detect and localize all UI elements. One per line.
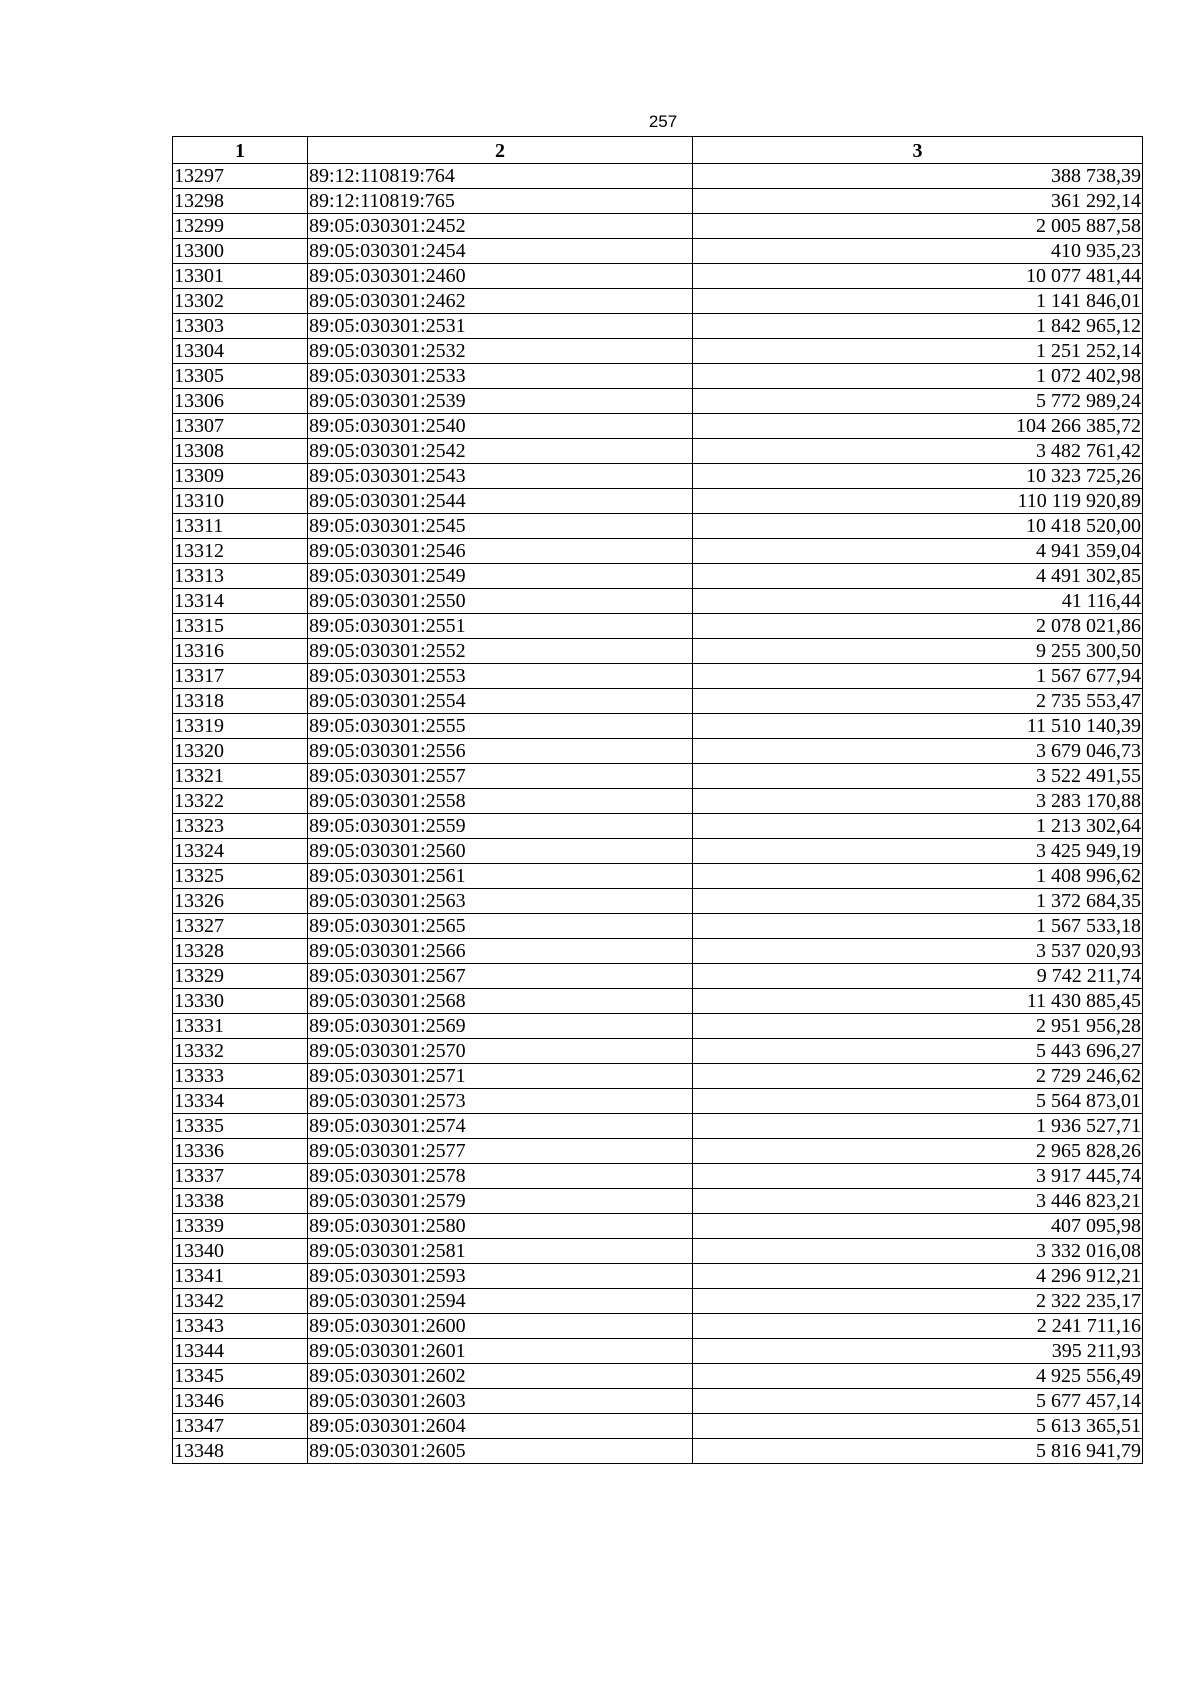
value-cell: 1 141 846,01 xyxy=(693,289,1143,314)
cadastral-number-cell: 89:05:030301:2544 xyxy=(308,489,693,514)
row-number-cell: 13336 xyxy=(173,1139,308,1164)
value-cell: 5 564 873,01 xyxy=(693,1089,1143,1114)
table-row xyxy=(173,1314,1143,1339)
row-number-cell: 13320 xyxy=(173,739,308,764)
table-row xyxy=(173,489,1143,514)
value-cell: 1 213 302,64 xyxy=(693,814,1143,839)
row-number-cell: 13331 xyxy=(173,1014,308,1039)
row-number-cell: 13308 xyxy=(173,439,308,464)
table-row xyxy=(173,1364,1143,1389)
table-row xyxy=(173,939,1143,964)
row-number-cell: 13325 xyxy=(173,864,308,889)
table-row xyxy=(173,1014,1143,1039)
cadastral-number-cell: 89:05:030301:2549 xyxy=(308,564,693,589)
table-row xyxy=(173,1239,1143,1264)
table-row xyxy=(173,739,1143,764)
value-cell: 410 935,23 xyxy=(693,239,1143,264)
row-number-cell: 13344 xyxy=(173,1339,308,1364)
value-cell: 10 323 725,26 xyxy=(693,464,1143,489)
cadastral-number-cell: 89:05:030301:2559 xyxy=(308,814,693,839)
row-number-cell: 13315 xyxy=(173,614,308,639)
row-number-cell: 13347 xyxy=(173,1414,308,1439)
value-cell: 11 430 885,45 xyxy=(693,989,1143,1014)
table-row xyxy=(173,914,1143,939)
row-number-cell: 13310 xyxy=(173,489,308,514)
table-row xyxy=(173,589,1143,614)
table-row xyxy=(173,689,1143,714)
table-row xyxy=(173,439,1143,464)
row-number-cell: 13312 xyxy=(173,539,308,564)
table-body xyxy=(173,164,1143,1464)
table-row xyxy=(173,564,1143,589)
row-number-cell: 13342 xyxy=(173,1289,308,1314)
cadastral-number-cell: 89:05:030301:2601 xyxy=(308,1339,693,1364)
value-cell: 3 482 761,42 xyxy=(693,439,1143,464)
data-table xyxy=(172,136,1143,1464)
row-number-cell: 13340 xyxy=(173,1239,308,1264)
cadastral-number-cell: 89:05:030301:2569 xyxy=(308,1014,693,1039)
value-cell: 3 425 949,19 xyxy=(693,839,1143,864)
row-number-cell: 13309 xyxy=(173,464,308,489)
value-cell: 5 443 696,27 xyxy=(693,1039,1143,1064)
row-number-cell: 13306 xyxy=(173,389,308,414)
cadastral-number-cell: 89:05:030301:2539 xyxy=(308,389,693,414)
row-number-cell: 13333 xyxy=(173,1064,308,1089)
value-cell: 2 951 956,28 xyxy=(693,1014,1143,1039)
value-cell: 2 078 021,86 xyxy=(693,614,1143,639)
cadastral-number-cell: 89:05:030301:2462 xyxy=(308,289,693,314)
value-cell: 1 072 402,98 xyxy=(693,364,1143,389)
value-cell: 1 936 527,71 xyxy=(693,1114,1143,1139)
value-cell: 1 372 684,35 xyxy=(693,889,1143,914)
table-row xyxy=(173,1139,1143,1164)
cadastral-number-cell: 89:05:030301:2555 xyxy=(308,714,693,739)
row-number-cell: 13343 xyxy=(173,1314,308,1339)
cadastral-number-cell: 89:05:030301:2554 xyxy=(308,689,693,714)
table-row xyxy=(173,814,1143,839)
row-number-cell: 13318 xyxy=(173,689,308,714)
cadastral-number-cell: 89:05:030301:2578 xyxy=(308,1164,693,1189)
row-number-cell: 13346 xyxy=(173,1389,308,1414)
table-row xyxy=(173,1264,1143,1289)
table-row xyxy=(173,314,1143,339)
cadastral-number-cell: 89:05:030301:2454 xyxy=(308,239,693,264)
row-number-cell: 13303 xyxy=(173,314,308,339)
table-row xyxy=(173,714,1143,739)
cadastral-number-cell: 89:05:030301:2571 xyxy=(308,1064,693,1089)
value-cell: 5 816 941,79 xyxy=(693,1439,1143,1464)
table-row xyxy=(173,214,1143,239)
cadastral-number-cell: 89:05:030301:2540 xyxy=(308,414,693,439)
table-row xyxy=(173,1089,1143,1114)
cadastral-number-cell: 89:05:030301:2593 xyxy=(308,1264,693,1289)
value-cell: 3 446 823,21 xyxy=(693,1189,1143,1214)
value-cell: 3 332 016,08 xyxy=(693,1239,1143,1264)
value-cell: 361 292,14 xyxy=(693,189,1143,214)
cadastral-number-cell: 89:05:030301:2581 xyxy=(308,1239,693,1264)
table-row xyxy=(173,164,1143,189)
row-number-cell: 13307 xyxy=(173,414,308,439)
cadastral-number-cell: 89:05:030301:2460 xyxy=(308,264,693,289)
value-cell: 2 322 235,17 xyxy=(693,1289,1143,1314)
table-row xyxy=(173,1414,1143,1439)
cadastral-number-cell: 89:05:030301:2574 xyxy=(308,1114,693,1139)
value-cell: 10 077 481,44 xyxy=(693,264,1143,289)
cadastral-number-cell: 89:05:030301:2560 xyxy=(308,839,693,864)
value-cell: 1 408 996,62 xyxy=(693,864,1143,889)
cadastral-number-cell: 89:12:110819:764 xyxy=(308,164,693,189)
table-row xyxy=(173,414,1143,439)
table-row xyxy=(173,614,1143,639)
table-row xyxy=(173,964,1143,989)
value-cell: 9 255 300,50 xyxy=(693,639,1143,664)
value-cell: 1 251 252,14 xyxy=(693,339,1143,364)
row-number-cell: 13339 xyxy=(173,1214,308,1239)
row-number-cell: 13297 xyxy=(173,164,308,189)
cadastral-number-cell: 89:05:030301:2580 xyxy=(308,1214,693,1239)
row-number-cell: 13329 xyxy=(173,964,308,989)
cadastral-number-cell: 89:05:030301:2551 xyxy=(308,614,693,639)
value-cell: 2 005 887,58 xyxy=(693,214,1143,239)
table-row xyxy=(173,239,1143,264)
value-cell: 4 491 302,85 xyxy=(693,564,1143,589)
row-number-cell: 13319 xyxy=(173,714,308,739)
cadastral-number-cell: 89:05:030301:2532 xyxy=(308,339,693,364)
value-cell: 41 116,44 xyxy=(693,589,1143,614)
table-row xyxy=(173,289,1143,314)
value-cell: 104 266 385,72 xyxy=(693,414,1143,439)
table-row xyxy=(173,1039,1143,1064)
row-number-cell: 13304 xyxy=(173,339,308,364)
page-number: 257 xyxy=(648,112,678,131)
row-number-cell: 13338 xyxy=(173,1189,308,1214)
table-header xyxy=(173,137,1143,164)
row-number-cell: 13327 xyxy=(173,914,308,939)
cadastral-number-cell: 89:05:030301:2566 xyxy=(308,939,693,964)
row-number-cell: 13326 xyxy=(173,889,308,914)
row-number-cell: 13322 xyxy=(173,789,308,814)
table-row xyxy=(173,539,1143,564)
cadastral-number-cell: 89:05:030301:2546 xyxy=(308,539,693,564)
value-cell: 4 296 912,21 xyxy=(693,1264,1143,1289)
value-cell: 5 677 457,14 xyxy=(693,1389,1143,1414)
table-row xyxy=(173,1339,1143,1364)
value-cell: 3 537 020,93 xyxy=(693,939,1143,964)
table-row xyxy=(173,389,1143,414)
row-number-cell: 13301 xyxy=(173,264,308,289)
cadastral-number-cell: 89:05:030301:2553 xyxy=(308,664,693,689)
row-number-cell: 13313 xyxy=(173,564,308,589)
cadastral-number-cell: 89:05:030301:2542 xyxy=(308,439,693,464)
table-row xyxy=(173,839,1143,864)
cadastral-number-cell: 89:05:030301:2603 xyxy=(308,1389,693,1414)
row-number-cell: 13300 xyxy=(173,239,308,264)
table-row xyxy=(173,1114,1143,1139)
row-number-cell: 13302 xyxy=(173,289,308,314)
value-cell: 2 729 246,62 xyxy=(693,1064,1143,1089)
value-cell: 4 941 359,04 xyxy=(693,539,1143,564)
table-row xyxy=(173,364,1143,389)
table-row xyxy=(173,664,1143,689)
value-cell: 110 119 920,89 xyxy=(693,489,1143,514)
cadastral-number-cell: 89:05:030301:2604 xyxy=(308,1414,693,1439)
table-row xyxy=(173,989,1143,1014)
table-row xyxy=(173,1064,1143,1089)
cadastral-number-cell: 89:05:030301:2556 xyxy=(308,739,693,764)
value-cell: 3 283 170,88 xyxy=(693,789,1143,814)
cadastral-number-cell: 89:05:030301:2573 xyxy=(308,1089,693,1114)
cadastral-number-cell: 89:05:030301:2563 xyxy=(308,889,693,914)
table-row xyxy=(173,339,1143,364)
column-header-2: 2 xyxy=(308,137,693,164)
cadastral-number-cell: 89:05:030301:2600 xyxy=(308,1314,693,1339)
value-cell: 4 925 556,49 xyxy=(693,1364,1143,1389)
table-row xyxy=(173,464,1143,489)
table-row xyxy=(173,889,1143,914)
value-cell: 3 917 445,74 xyxy=(693,1164,1143,1189)
row-number-cell: 13334 xyxy=(173,1089,308,1114)
row-number-cell: 13314 xyxy=(173,589,308,614)
value-cell: 407 095,98 xyxy=(693,1214,1143,1239)
cadastral-number-cell: 89:05:030301:2552 xyxy=(308,639,693,664)
row-number-cell: 13311 xyxy=(173,514,308,539)
cadastral-number-cell: 89:05:030301:2567 xyxy=(308,964,693,989)
cadastral-number-cell: 89:05:030301:2602 xyxy=(308,1364,693,1389)
row-number-cell: 13330 xyxy=(173,989,308,1014)
cadastral-number-cell: 89:05:030301:2545 xyxy=(308,514,693,539)
header-row xyxy=(173,137,1143,164)
row-number-cell: 13337 xyxy=(173,1164,308,1189)
table-row xyxy=(173,514,1143,539)
value-cell: 3 679 046,73 xyxy=(693,739,1143,764)
cadastral-number-cell: 89:05:030301:2543 xyxy=(308,464,693,489)
table-row xyxy=(173,264,1143,289)
cadastral-number-cell: 89:12:110819:765 xyxy=(308,189,693,214)
row-number-cell: 13332 xyxy=(173,1039,308,1064)
table-row xyxy=(173,1289,1143,1314)
table-row xyxy=(173,639,1143,664)
column-header-1: 1 xyxy=(173,137,308,164)
cadastral-number-cell: 89:05:030301:2550 xyxy=(308,589,693,614)
row-number-cell: 13317 xyxy=(173,664,308,689)
value-cell: 2 735 553,47 xyxy=(693,689,1143,714)
table-row xyxy=(173,1189,1143,1214)
table-row xyxy=(173,1164,1143,1189)
value-cell: 395 211,93 xyxy=(693,1339,1143,1364)
cadastral-number-cell: 89:05:030301:2605 xyxy=(308,1439,693,1464)
value-cell: 2 241 711,16 xyxy=(693,1314,1143,1339)
value-cell: 11 510 140,39 xyxy=(693,714,1143,739)
row-number-cell: 13323 xyxy=(173,814,308,839)
value-cell: 388 738,39 xyxy=(693,164,1143,189)
cadastral-number-cell: 89:05:030301:2568 xyxy=(308,989,693,1014)
table-row xyxy=(173,189,1143,214)
value-cell: 3 522 491,55 xyxy=(693,764,1143,789)
cadastral-number-cell: 89:05:030301:2561 xyxy=(308,864,693,889)
cadastral-number-cell: 89:05:030301:2531 xyxy=(308,314,693,339)
row-number-cell: 13298 xyxy=(173,189,308,214)
cadastral-number-cell: 89:05:030301:2577 xyxy=(308,1139,693,1164)
cadastral-number-cell: 89:05:030301:2570 xyxy=(308,1039,693,1064)
value-cell: 1 567 677,94 xyxy=(693,664,1143,689)
table-row xyxy=(173,1439,1143,1464)
cadastral-number-cell: 89:05:030301:2533 xyxy=(308,364,693,389)
value-cell: 1 567 533,18 xyxy=(693,914,1143,939)
column-header-3: 3 xyxy=(693,137,1143,164)
cadastral-number-cell: 89:05:030301:2557 xyxy=(308,764,693,789)
value-cell: 9 742 211,74 xyxy=(693,964,1143,989)
table-row xyxy=(173,764,1143,789)
value-cell: 10 418 520,00 xyxy=(693,514,1143,539)
row-number-cell: 13316 xyxy=(173,639,308,664)
row-number-cell: 13324 xyxy=(173,839,308,864)
cadastral-number-cell: 89:05:030301:2579 xyxy=(308,1189,693,1214)
row-number-cell: 13341 xyxy=(173,1264,308,1289)
row-number-cell: 13321 xyxy=(173,764,308,789)
table-row xyxy=(173,864,1143,889)
row-number-cell: 13328 xyxy=(173,939,308,964)
row-number-cell: 13345 xyxy=(173,1364,308,1389)
row-number-cell: 13335 xyxy=(173,1114,308,1139)
value-cell: 5 613 365,51 xyxy=(693,1414,1143,1439)
row-number-cell: 13305 xyxy=(173,364,308,389)
table-row xyxy=(173,789,1143,814)
table-row xyxy=(173,1214,1143,1239)
table-row xyxy=(173,1389,1143,1414)
value-cell: 1 842 965,12 xyxy=(693,314,1143,339)
row-number-cell: 13348 xyxy=(173,1439,308,1464)
value-cell: 5 772 989,24 xyxy=(693,389,1143,414)
row-number-cell: 13299 xyxy=(173,214,308,239)
value-cell: 2 965 828,26 xyxy=(693,1139,1143,1164)
cadastral-number-cell: 89:05:030301:2558 xyxy=(308,789,693,814)
cadastral-number-cell: 89:05:030301:2565 xyxy=(308,914,693,939)
cadastral-number-cell: 89:05:030301:2594 xyxy=(308,1289,693,1314)
cadastral-number-cell: 89:05:030301:2452 xyxy=(308,214,693,239)
